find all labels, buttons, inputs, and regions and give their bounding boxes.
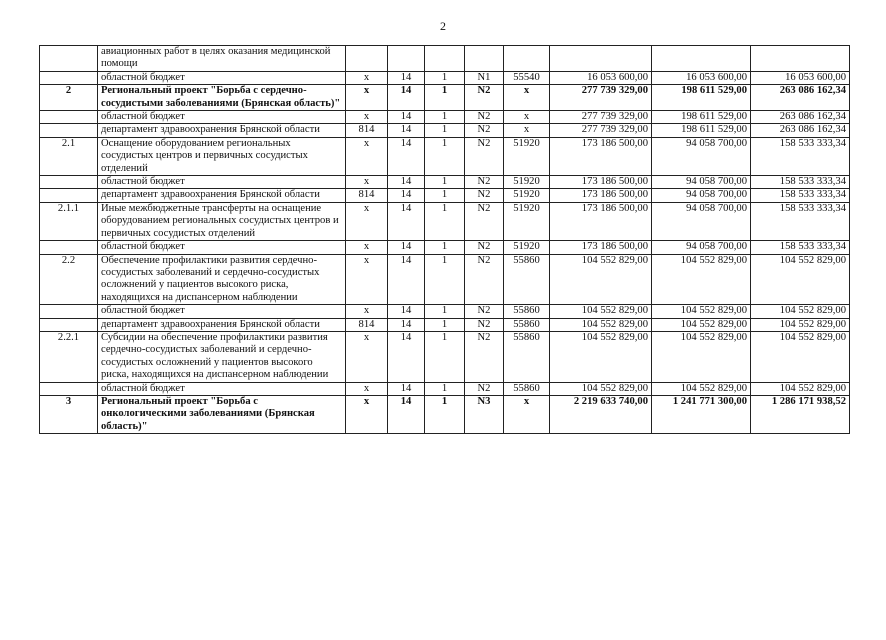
row-vr-cell	[504, 46, 550, 72]
row-vr-cell: 55860	[504, 254, 550, 305]
row-csr-cell: N2	[465, 331, 504, 382]
row-amount-3-cell: 263 086 162,34	[751, 85, 850, 111]
row-amount-1-cell: 277 739 329,00	[550, 111, 652, 124]
row-amount-1-cell: 104 552 829,00	[550, 305, 652, 318]
row-grbs-cell: х	[346, 241, 388, 254]
row-amount-3-cell: 16 053 600,00	[751, 71, 850, 84]
row-amount-2-cell: 198 611 529,00	[652, 111, 751, 124]
row-amount-1-cell: 16 053 600,00	[550, 71, 652, 84]
row-name-cell: департамент здравоохранения Брянской области	[98, 318, 346, 331]
row-amount-1-cell: 173 186 500,00	[550, 241, 652, 254]
row-amount-3-cell: 104 552 829,00	[751, 305, 850, 318]
row-number-cell	[40, 71, 98, 84]
table-row	[40, 395, 850, 433]
row-amount-3-cell: 104 552 829,00	[751, 331, 850, 382]
row-number-cell: 2.1	[40, 137, 98, 175]
row-pr-cell: 1	[425, 176, 465, 189]
row-vr-cell: 55540	[504, 71, 550, 84]
row-name-cell: Региональный проект "Борьба с онкологическими заболеваниями (Брянская область)"	[98, 395, 346, 433]
row-pr-cell: 1	[425, 137, 465, 175]
table-row	[40, 71, 850, 84]
row-rz-cell: 14	[388, 241, 425, 254]
row-name-cell: Региональный проект "Борьба с сердечно-сосудистыми заболеваниями (Брянская область)"	[98, 85, 346, 111]
row-rz-cell: 14	[388, 202, 425, 240]
row-name-cell: областной бюджет	[98, 241, 346, 254]
row-vr-cell: 51920	[504, 241, 550, 254]
row-vr-cell: 51920	[504, 176, 550, 189]
row-amount-3-cell: 158 533 333,34	[751, 176, 850, 189]
table-row	[40, 241, 850, 254]
row-name-cell: авиационных работ в целях оказания медицинской помощи	[98, 46, 346, 72]
row-vr-cell: 51920	[504, 137, 550, 175]
table-row	[40, 331, 850, 382]
table-row	[40, 85, 850, 111]
row-vr-cell: 51920	[504, 189, 550, 202]
row-amount-3-cell: 158 533 333,34	[751, 202, 850, 240]
row-rz-cell: 14	[388, 176, 425, 189]
row-pr-cell: 1	[425, 254, 465, 305]
row-grbs-cell: х	[346, 85, 388, 111]
row-grbs-cell: 814	[346, 189, 388, 202]
row-pr-cell: 1	[425, 331, 465, 382]
row-amount-2-cell: 104 552 829,00	[652, 318, 751, 331]
table-row	[40, 124, 850, 137]
row-amount-3-cell: 104 552 829,00	[751, 382, 850, 395]
row-name-cell: Иные межбюджетные трансферты на оснащение оборудованием региональных сосудистых центров и первичных сосудистых отделений	[98, 202, 346, 240]
row-amount-1-cell: 173 186 500,00	[550, 137, 652, 175]
row-amount-2-cell	[652, 46, 751, 72]
table-row	[40, 305, 850, 318]
row-pr-cell	[425, 46, 465, 72]
row-name-cell: областной бюджет	[98, 382, 346, 395]
row-amount-2-cell: 104 552 829,00	[652, 331, 751, 382]
row-grbs-cell: х	[346, 395, 388, 433]
table-row	[40, 137, 850, 175]
row-amount-2-cell: 104 552 829,00	[652, 305, 751, 318]
row-rz-cell: 14	[388, 331, 425, 382]
row-name-cell: Обеспечение профилактики развития сердечно-сосудистых заболеваний и сердечно-сосудистых осложнений у пациентов высокого риска, находящихся на диспансерном наблюдении	[98, 254, 346, 305]
row-csr-cell: N2	[465, 189, 504, 202]
row-amount-1-cell: 104 552 829,00	[550, 254, 652, 305]
row-rz-cell	[388, 46, 425, 72]
row-vr-cell: 55860	[504, 382, 550, 395]
row-amount-2-cell: 94 058 700,00	[652, 202, 751, 240]
row-number-cell: 2.2	[40, 254, 98, 305]
row-number-cell: 2.1.1	[40, 202, 98, 240]
row-name-cell: Субсидии на обеспечение профилактики развития сердечно-сосудистых заболеваний и сердечно-сосудистых осложнений у пациентов высокого риска, находящихся на диспансерном наблюдении	[98, 331, 346, 382]
row-csr-cell: N2	[465, 111, 504, 124]
row-number-cell	[40, 382, 98, 395]
row-name-cell: областной бюджет	[98, 111, 346, 124]
row-pr-cell: 1	[425, 241, 465, 254]
row-name-cell: департамент здравоохранения Брянской области	[98, 124, 346, 137]
row-name-cell: департамент здравоохранения Брянской области	[98, 189, 346, 202]
row-csr-cell: N2	[465, 202, 504, 240]
table-body	[40, 46, 850, 434]
row-pr-cell: 1	[425, 124, 465, 137]
row-rz-cell: 14	[388, 85, 425, 111]
row-amount-3-cell: 1 286 171 938,52	[751, 395, 850, 433]
table-row	[40, 176, 850, 189]
row-number-cell	[40, 241, 98, 254]
row-amount-1-cell: 2 219 633 740,00	[550, 395, 652, 433]
row-pr-cell: 1	[425, 189, 465, 202]
row-grbs-cell: х	[346, 331, 388, 382]
table-row	[40, 111, 850, 124]
row-csr-cell: N3	[465, 395, 504, 433]
row-amount-3-cell: 104 552 829,00	[751, 318, 850, 331]
row-name-cell: областной бюджет	[98, 71, 346, 84]
row-amount-2-cell: 104 552 829,00	[652, 254, 751, 305]
row-csr-cell: N2	[465, 305, 504, 318]
row-rz-cell: 14	[388, 189, 425, 202]
row-name-cell: Оснащение оборудованием региональных сосудистых центров и первичных сосудистых отделений	[98, 137, 346, 175]
table-row	[40, 202, 850, 240]
row-grbs-cell: х	[346, 176, 388, 189]
row-pr-cell: 1	[425, 305, 465, 318]
row-number-cell	[40, 111, 98, 124]
row-amount-3-cell	[751, 46, 850, 72]
row-amount-1-cell	[550, 46, 652, 72]
budget-table	[39, 45, 850, 434]
row-vr-cell: х	[504, 124, 550, 137]
table-row	[40, 254, 850, 305]
row-amount-2-cell: 16 053 600,00	[652, 71, 751, 84]
row-amount-3-cell: 104 552 829,00	[751, 254, 850, 305]
row-csr-cell: N1	[465, 71, 504, 84]
row-amount-2-cell: 94 058 700,00	[652, 189, 751, 202]
row-rz-cell: 14	[388, 71, 425, 84]
row-rz-cell: 14	[388, 137, 425, 175]
row-grbs-cell: 814	[346, 124, 388, 137]
row-number-cell	[40, 176, 98, 189]
row-amount-1-cell: 173 186 500,00	[550, 189, 652, 202]
row-csr-cell	[465, 46, 504, 72]
row-csr-cell: N2	[465, 241, 504, 254]
row-csr-cell: N2	[465, 318, 504, 331]
row-amount-2-cell: 94 058 700,00	[652, 241, 751, 254]
table-row	[40, 382, 850, 395]
table-row	[40, 46, 850, 72]
row-number-cell	[40, 305, 98, 318]
row-pr-cell: 1	[425, 85, 465, 111]
row-vr-cell: 51920	[504, 202, 550, 240]
row-grbs-cell: х	[346, 71, 388, 84]
row-amount-1-cell: 104 552 829,00	[550, 331, 652, 382]
table-row	[40, 189, 850, 202]
row-number-cell: 2.2.1	[40, 331, 98, 382]
row-pr-cell: 1	[425, 382, 465, 395]
row-number-cell: 3	[40, 395, 98, 433]
row-rz-cell: 14	[388, 254, 425, 305]
row-amount-1-cell: 277 739 329,00	[550, 85, 652, 111]
row-amount-2-cell: 1 241 771 300,00	[652, 395, 751, 433]
row-amount-2-cell: 198 611 529,00	[652, 85, 751, 111]
row-rz-cell: 14	[388, 382, 425, 395]
row-rz-cell: 14	[388, 111, 425, 124]
row-pr-cell: 1	[425, 395, 465, 433]
row-amount-2-cell: 94 058 700,00	[652, 176, 751, 189]
row-csr-cell: N2	[465, 137, 504, 175]
row-number-cell	[40, 46, 98, 72]
row-csr-cell: N2	[465, 85, 504, 111]
row-vr-cell: 55860	[504, 318, 550, 331]
row-amount-2-cell: 104 552 829,00	[652, 382, 751, 395]
row-grbs-cell: х	[346, 382, 388, 395]
row-grbs-cell: х	[346, 137, 388, 175]
row-amount-3-cell: 158 533 333,34	[751, 189, 850, 202]
row-amount-2-cell: 94 058 700,00	[652, 137, 751, 175]
row-csr-cell: N2	[465, 254, 504, 305]
row-amount-1-cell: 104 552 829,00	[550, 382, 652, 395]
row-grbs-cell: х	[346, 111, 388, 124]
row-csr-cell: N2	[465, 176, 504, 189]
row-pr-cell: 1	[425, 111, 465, 124]
row-vr-cell: х	[504, 85, 550, 111]
row-number-cell: 2	[40, 85, 98, 111]
row-number-cell	[40, 318, 98, 331]
row-vr-cell: 55860	[504, 305, 550, 318]
row-amount-3-cell: 158 533 333,34	[751, 241, 850, 254]
row-amount-3-cell: 158 533 333,34	[751, 137, 850, 175]
row-name-cell: областной бюджет	[98, 176, 346, 189]
row-pr-cell: 1	[425, 202, 465, 240]
row-vr-cell: 55860	[504, 331, 550, 382]
row-grbs-cell: 814	[346, 318, 388, 331]
row-csr-cell: N2	[465, 124, 504, 137]
row-amount-1-cell: 173 186 500,00	[550, 202, 652, 240]
row-vr-cell: х	[504, 111, 550, 124]
row-pr-cell: 1	[425, 318, 465, 331]
row-grbs-cell: х	[346, 305, 388, 318]
row-csr-cell: N2	[465, 382, 504, 395]
row-name-cell: областной бюджет	[98, 305, 346, 318]
row-grbs-cell: х	[346, 254, 388, 305]
row-amount-3-cell: 263 086 162,34	[751, 124, 850, 137]
row-number-cell	[40, 189, 98, 202]
row-amount-2-cell: 198 611 529,00	[652, 124, 751, 137]
table-row	[40, 318, 850, 331]
row-amount-1-cell: 173 186 500,00	[550, 176, 652, 189]
row-amount-1-cell: 104 552 829,00	[550, 318, 652, 331]
row-rz-cell: 14	[388, 318, 425, 331]
page-number: 2	[440, 19, 446, 33]
row-rz-cell: 14	[388, 124, 425, 137]
row-grbs-cell	[346, 46, 388, 72]
row-pr-cell: 1	[425, 71, 465, 84]
row-amount-1-cell: 277 739 329,00	[550, 124, 652, 137]
row-amount-3-cell: 263 086 162,34	[751, 111, 850, 124]
row-rz-cell: 14	[388, 395, 425, 433]
row-rz-cell: 14	[388, 305, 425, 318]
row-number-cell	[40, 124, 98, 137]
row-grbs-cell: х	[346, 202, 388, 240]
row-vr-cell: х	[504, 395, 550, 433]
